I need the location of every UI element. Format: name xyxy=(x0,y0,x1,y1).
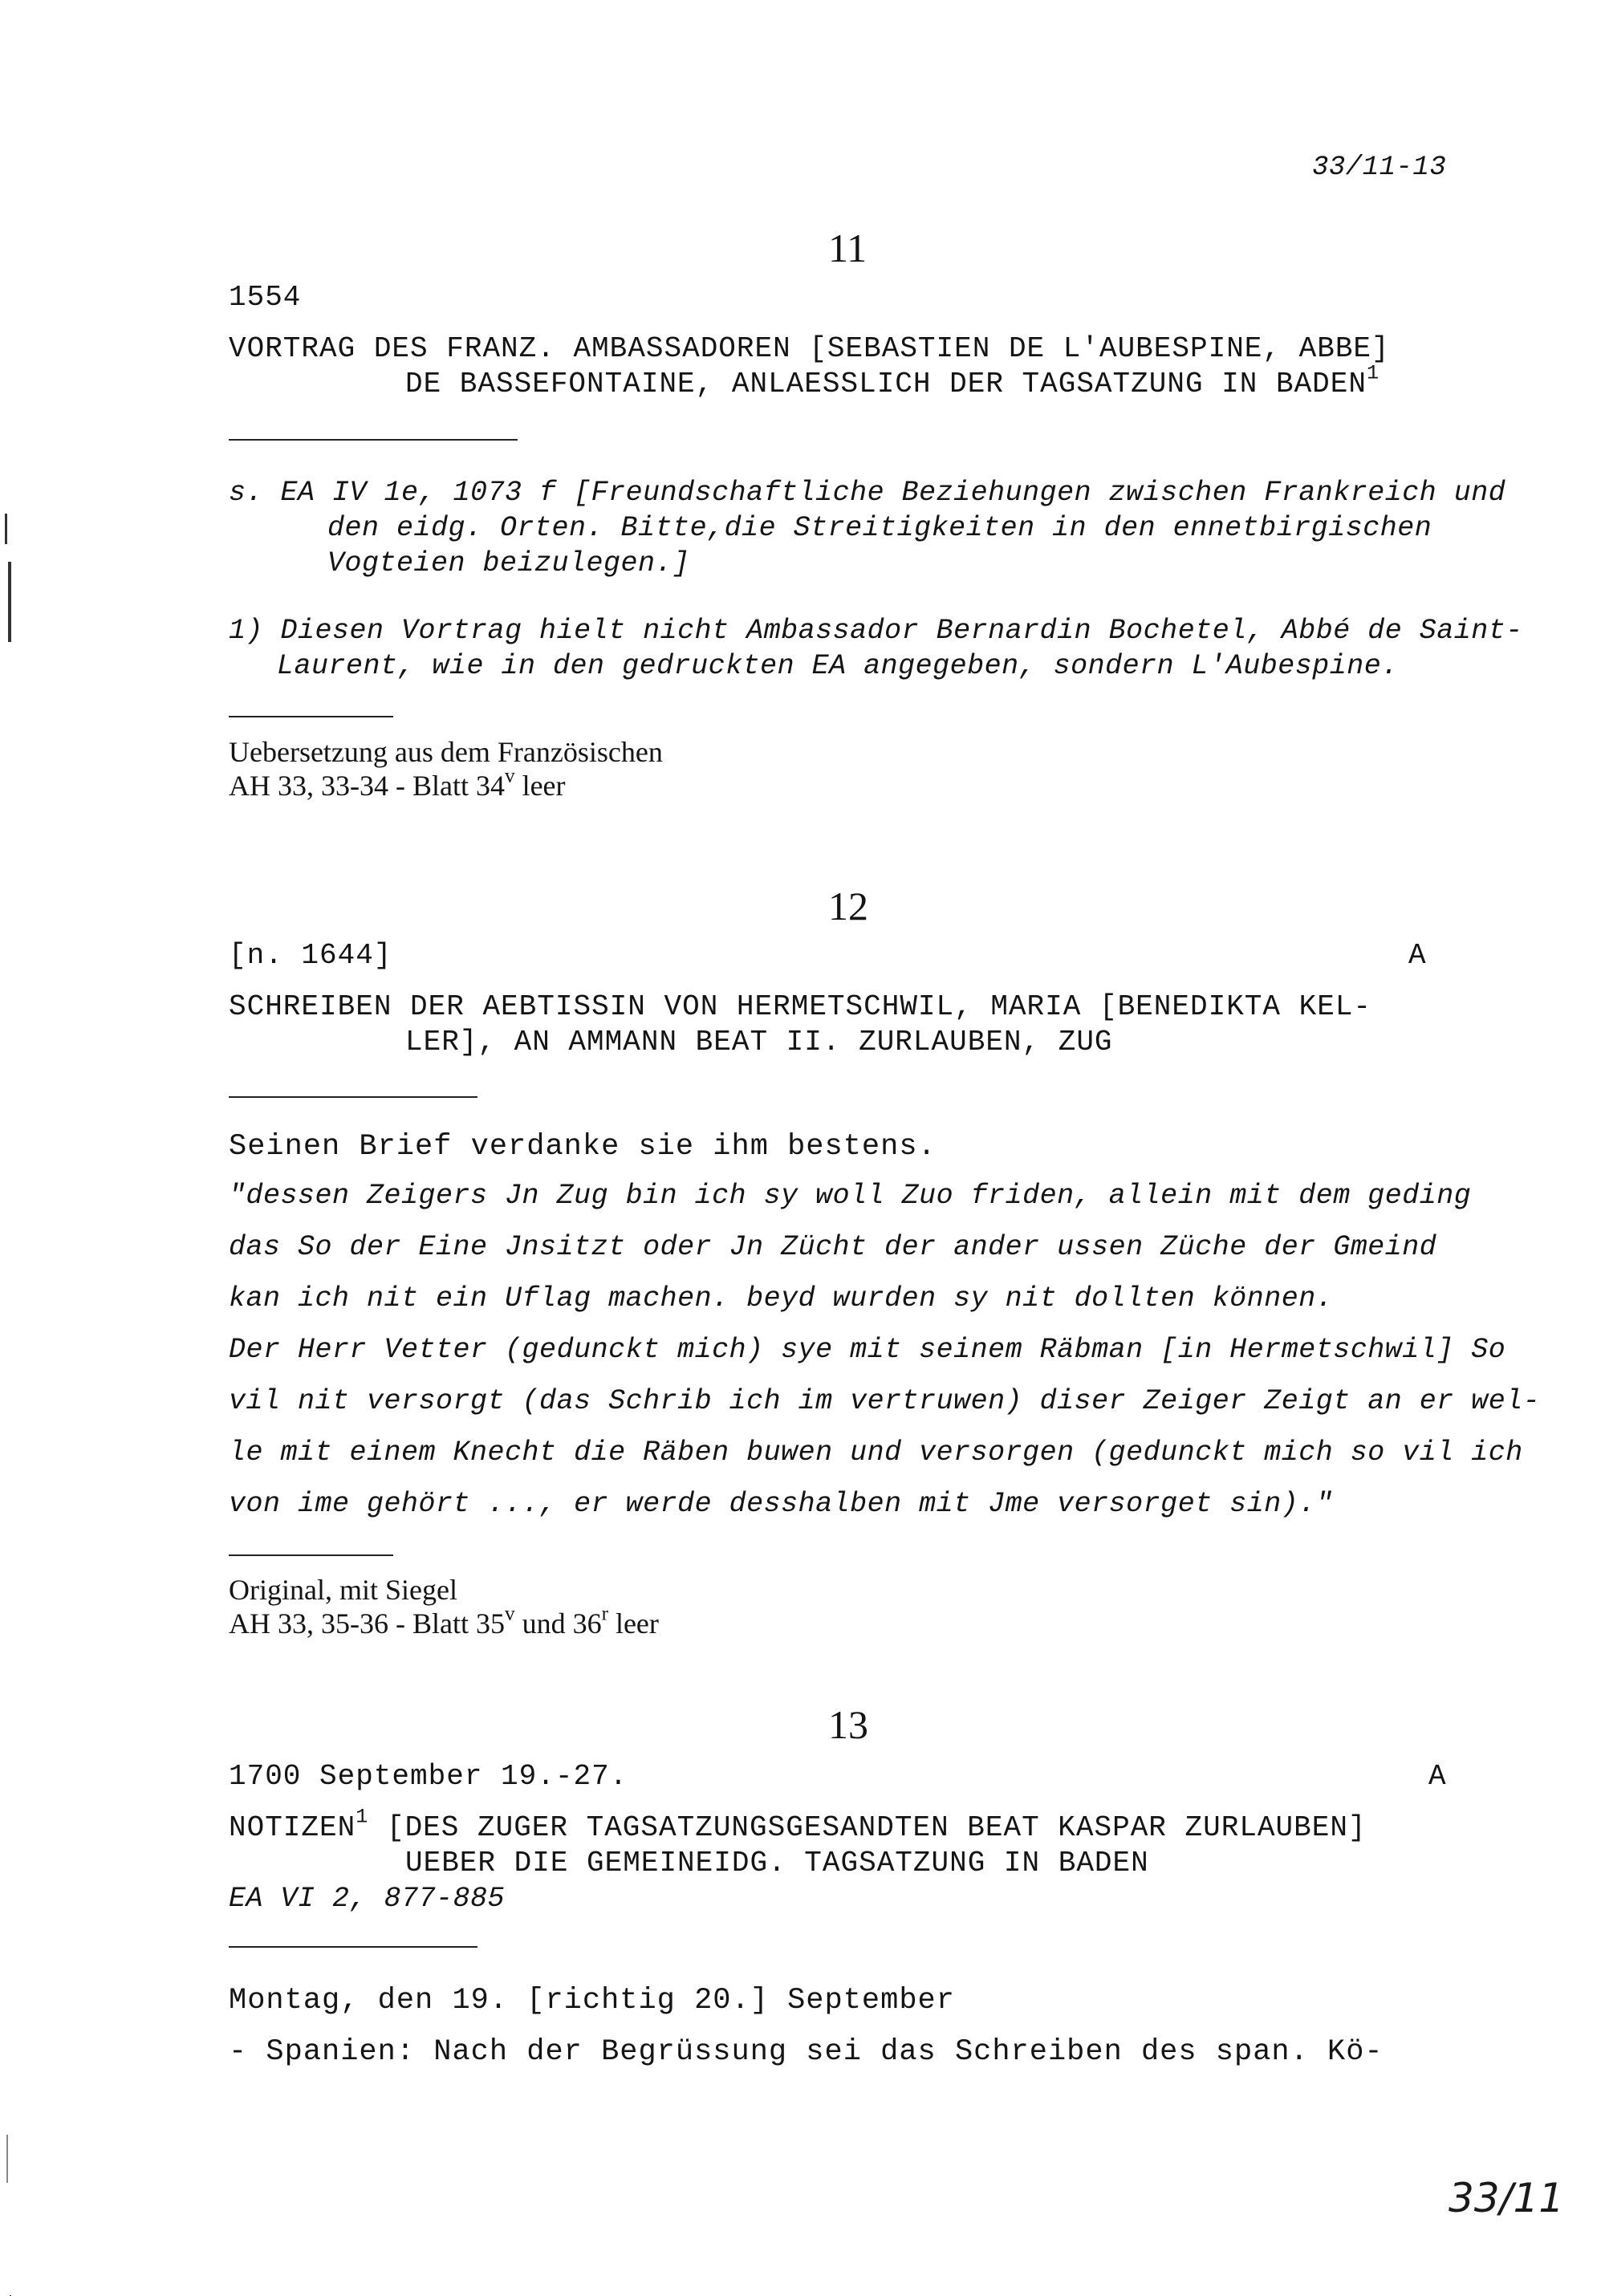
entry-11-date: 1554 xyxy=(229,281,302,314)
entry-11-title-line1: VORTRAG DES FRANZ. AMBASSADOREN [SEBASTIEN DE L'AUBESPINE, ABBE] xyxy=(229,332,1390,365)
entry-12-quote-line3: kan ich nit ein Uflag machen. beyd wurden sy nit dollten können. xyxy=(229,1282,1334,1315)
entry-11-source-line1: Uebersetzung aus dem Französischen xyxy=(229,736,663,768)
entry-13-title-line1 xyxy=(229,1805,1367,1844)
entry-11-source-line2-end: leer xyxy=(514,770,566,802)
entry-11-reference-line3: Vogteien beizulegen.] xyxy=(327,547,690,579)
footnote-ref-1: 1 xyxy=(356,1805,369,1829)
handwritten-folio-number: 33/11 xyxy=(1449,2175,1565,2221)
page-reference: 33/11-13 xyxy=(1312,152,1447,183)
entry-number-11: 11 xyxy=(828,226,868,270)
entry-12-quote-line1: "dessen Zeigers Jn Zug bin ich sy woll Zuo friden, allein mit dem geding xyxy=(229,1180,1472,1212)
folio-verso-mark: v xyxy=(504,1603,515,1625)
entry-13-body-line2: - Spanien: Nach der Begrüssung sei das Schreiben des span. Kö- xyxy=(229,2035,1384,2069)
entry-12-source-line2 xyxy=(229,1603,659,1640)
entry-12-source-line2-text: AH 33, 35-36 - Blatt 35 xyxy=(229,1607,505,1640)
entry-12-quote-line6: le mit einem Knecht die Räben buwen und versorgen (gedunckt mich so vil ich xyxy=(229,1437,1523,1469)
entry-11-footnote-line2: Laurent, wie in den gedruckten EA angegeben, sondern L'Aubespine. xyxy=(277,650,1399,682)
entry-12-title-line1: SCHREIBEN DER AEBTISSIN VON HERMETSCHWIL, MARIA [BENEDIKTA KEL- xyxy=(229,990,1372,1023)
entry-13-reference: EA VI 2, 877-885 xyxy=(229,1883,506,1915)
entry-number-12: 12 xyxy=(828,884,868,929)
entry-12-quote-line4: Der Herr Vetter (gedunckt mich) sye mit seinem Räbman [in Hermetschwil] So xyxy=(229,1334,1506,1366)
entry-11-title-line2-text: DE BASSEFONTAINE, ANLAESSLICH DER TAGSATZUNG IN BADEN xyxy=(405,368,1367,400)
scan-edge-mark xyxy=(5,514,7,544)
scan-edge-mark xyxy=(8,562,11,642)
entry-11-source-line2-text: AH 33, 33-34 - Blatt 34 xyxy=(229,770,505,802)
entry-12-quote-line5: vil nit versorgt (das Schrib ich im vertruwen) diser Zeiger Zeigt an er wel- xyxy=(229,1385,1541,1417)
entry-13-date: 1700 September 19.-27. xyxy=(229,1760,628,1793)
entry-13-title-rest: [DES ZUGER TAGSATZUNGSGESANDTEN BEAT KASPAR ZURLAUBEN] xyxy=(368,1811,1367,1844)
entry-12-quote-line2: das So der Eine Jnsitzt oder Jn Zücht der ander ussen Züche der Gmeind xyxy=(229,1231,1437,1263)
entry-number-13: 13 xyxy=(828,1702,868,1747)
entry-12-date: [n. 1644] xyxy=(229,939,392,972)
entry-12-marker: A xyxy=(1408,939,1427,972)
entry-12-quote-line7: von ime gehört ..., er werde desshalben mit Jme versorget sin)." xyxy=(229,1488,1334,1520)
entry-12-title-line2: LER], AN AMMANN BEAT II. ZURLAUBEN, ZUG xyxy=(405,1026,1113,1059)
entry-12-source-mid: und 36 xyxy=(514,1607,602,1640)
divider xyxy=(229,1096,477,1098)
divider xyxy=(229,1946,477,1948)
entry-13-title-line2: UEBER DIE GEMEINEIDG. TAGSATZUNG IN BADEN xyxy=(405,1847,1149,1879)
entry-11-source-line2 xyxy=(229,765,566,803)
entry-12-body-line1: Seinen Brief verdanke sie ihm bestens. xyxy=(229,1130,937,1164)
entry-13-marker: A xyxy=(1428,1760,1447,1793)
divider xyxy=(229,439,518,441)
entry-13-title-start: NOTIZEN xyxy=(229,1811,356,1844)
entry-13-body-line1: Montag, den 19. [richtig 20.] September xyxy=(229,1984,955,2018)
divider xyxy=(229,1554,393,1556)
folio-verso-mark: v xyxy=(504,765,515,787)
folio-recto-mark: r xyxy=(601,1603,608,1625)
entry-11-footnote-line1: 1) Diesen Vortrag hielt nicht Ambassador Bernardin Bochetel, Abbé de Saint- xyxy=(229,615,1523,647)
entry-11-reference-line2: den eidg. Orten. Bitte,die Streitigkeiten in den ennetbirgischen xyxy=(327,512,1432,544)
entry-12-source-line1: Original, mit Siegel xyxy=(229,1574,457,1606)
entry-12-source-end: leer xyxy=(607,1607,659,1640)
entry-11-title-line2 xyxy=(405,361,1380,400)
footnote-ref-1: 1 xyxy=(1367,361,1380,385)
entry-11-reference-line1: s. EA IV 1e, 1073 f [Freundschaftliche Beziehungen zwischen Frankreich und xyxy=(229,477,1506,509)
divider xyxy=(229,716,393,717)
scan-edge-mark xyxy=(6,2135,8,2183)
